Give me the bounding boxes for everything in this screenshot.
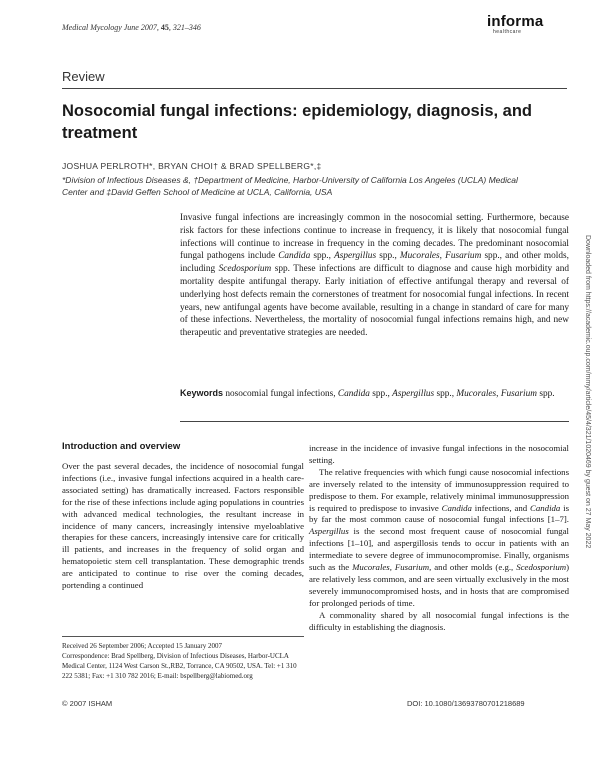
taxon: Candida <box>530 502 561 513</box>
volume: 45 <box>160 23 169 32</box>
journal-reference <box>62 23 201 32</box>
taxon: Fusarium <box>445 251 482 262</box>
keyword-text: spp., <box>369 389 393 399</box>
taxon: Scedosporium <box>516 562 567 573</box>
keyword-text: spp., <box>434 389 457 399</box>
affiliations <box>62 174 567 198</box>
keywords-label: Keywords <box>180 388 224 398</box>
taxon: Candida <box>337 389 370 399</box>
body-text: , <box>389 562 395 573</box>
abstract-text: Invasive fungal infections are increasingly common in the nosocomial setting. Furthermore, because risk factors for these infections continue to increase in frequency, it is likely that nosocomial fungal infections will continue to increase in frequency in the coming decades. The predominant nosocomial fungal pathogens include <box>180 213 569 262</box>
taxon: Scedosporium <box>218 264 272 275</box>
body-text: , and other molds (e.g., <box>429 562 517 573</box>
download-watermark <box>582 235 592 655</box>
section-heading: Introduction and overview <box>62 441 181 452</box>
logo-sub: healthcare <box>493 29 522 35</box>
keyword-text: spp. <box>537 389 555 399</box>
paragraph <box>309 467 569 610</box>
copyright: © 2007 ISHAM <box>62 699 113 708</box>
abstract-text: spp., <box>310 251 335 262</box>
taxon: Aspergillus <box>392 389 435 399</box>
body-text: ) are relatively less common, and are seen virtually exclusively in the most severely immunocompromised hosts, and in hosts that are compromised for prolonged periods of time. <box>309 562 570 608</box>
footnote-divider <box>62 636 304 637</box>
abstract-divider <box>180 421 569 422</box>
taxon: Aspergillus <box>309 526 349 537</box>
taxon: Aspergillus <box>334 251 377 262</box>
received-dates: Received 26 September 2006; Accepted 15 January 2007 <box>62 642 222 650</box>
logo-word: informa <box>487 13 544 30</box>
keyword-text: , <box>496 389 501 399</box>
body-text: is the second most frequent cause of nosocomial fungal infections [1–10], and aspergillosis tends to occur in patients with an intermediate to severe degree of immunocompromise. Finally, organisms such as the <box>309 526 569 573</box>
footnote <box>62 642 304 682</box>
body-column-left <box>62 461 304 592</box>
abstract-text: spp. These infections are difficult to diagnose and cause high morbidity and mortality despite antifungal therapy. Early initiation of effective antifungal therapy and reversal of underlying host defects remain the cornerstones of treatment for nosocomial fungal infections. In recent years, new antifungal agents have become available, resulting in a change in standard of care for many of these infections. Nevertheless, the mortality of nosocomial fungal infections remains high, and new therapeutic and preventative strategies are needed. <box>180 264 569 339</box>
keyword-text: nosocomial fungal infections, <box>223 389 338 399</box>
taxon: Candida <box>278 251 311 262</box>
issue-date: June 2007, <box>123 23 159 32</box>
abstract-text: spp., and other molds, including <box>180 251 569 275</box>
section-label: Review <box>62 69 105 84</box>
taxon: Candida <box>441 502 472 513</box>
taxon: Fusarium <box>500 389 537 399</box>
paragraph: increase in the incidence of invasive fungal infections in the nosocomial setting. <box>309 443 569 465</box>
abstract <box>180 212 569 340</box>
body-text: infections, and <box>471 502 530 513</box>
affiliation-line: *Division of Infectious Diseases &, †Department of Medicine, Harbor-University of California Los Angeles (UCLA) Medical <box>62 175 518 185</box>
journal-name: Medical Mycology <box>62 23 122 32</box>
doi-link[interactable]: DOI: 10.1080/13693780701218689 <box>407 699 525 708</box>
body-column-right <box>309 443 569 634</box>
keywords <box>180 387 569 401</box>
affiliation-line: Center and ‡David Geffen School of Medicine at UCLA, California, USA <box>62 187 333 197</box>
taxon: Fusarium <box>394 562 430 573</box>
abstract-text: , <box>439 251 446 262</box>
correspondence: Correspondence: Brad Spellberg, Division of Infectious Diseases, Harbor-UCLA Medical Center, 1124 West Carson St.,RB2, Torrance, CA 90502, USA. Tel: +1 310 222 5381; Fax: +1 310 782 2016; E-mail: bspellberg@labiomed.org <box>62 651 297 680</box>
article-title: Nosocomial fungal infections: epidemiology, diagnosis, and treatment <box>62 102 532 142</box>
taxon: Mucorales <box>352 562 390 573</box>
body-text: The relative frequencies with which fungi cause nosocomial infections are inversely related to the intensity of immunosuppression required to predispose to them. For example, relatively minimal immunosuppression is required to predispose to invasive <box>309 466 569 513</box>
publisher-logo <box>487 14 567 35</box>
header-divider <box>62 88 567 89</box>
page-range: , 321–346 <box>168 23 201 32</box>
abstract-text: spp., <box>376 251 400 262</box>
author-list: JOSHUA PERLROTH*, BRYAN CHOI† & BRAD SPELLBERG*,‡ <box>62 161 322 171</box>
download-note: Downloaded from https://academic.oup.com/mmy/article/45/4/321/1020469 by guest on 27 May 2022 <box>584 235 591 549</box>
paragraph: A commonality shared by all nosocomial fungal infections is the difficulty in establishing the diagnosis. <box>309 609 569 632</box>
paragraph: Over the past several decades, the incidence of nosocomial fungal infections (i.e., invasive fungal infections acquired in a health care-associated setting) has dramatically increased. Factors responsible for the rise of these infections include aging populations in countries with advanced medical technologies, the resultant increase in incidence of many cancers, increasingly intensive myeloablative therapies for these cancers, increasingly intensive care for critically ill patients, and increases in the frequency of solid organ and hematopoietic stem cell transplantation. These demographic trends are anticipated to continue to rise over the coming decades, portending a continued <box>62 461 304 591</box>
body-text: is by far the most common cause of nosocomial fungal infections [1–7]. <box>309 502 569 525</box>
taxon: Mucorales <box>456 389 497 399</box>
taxon: Mucorales <box>399 251 440 262</box>
